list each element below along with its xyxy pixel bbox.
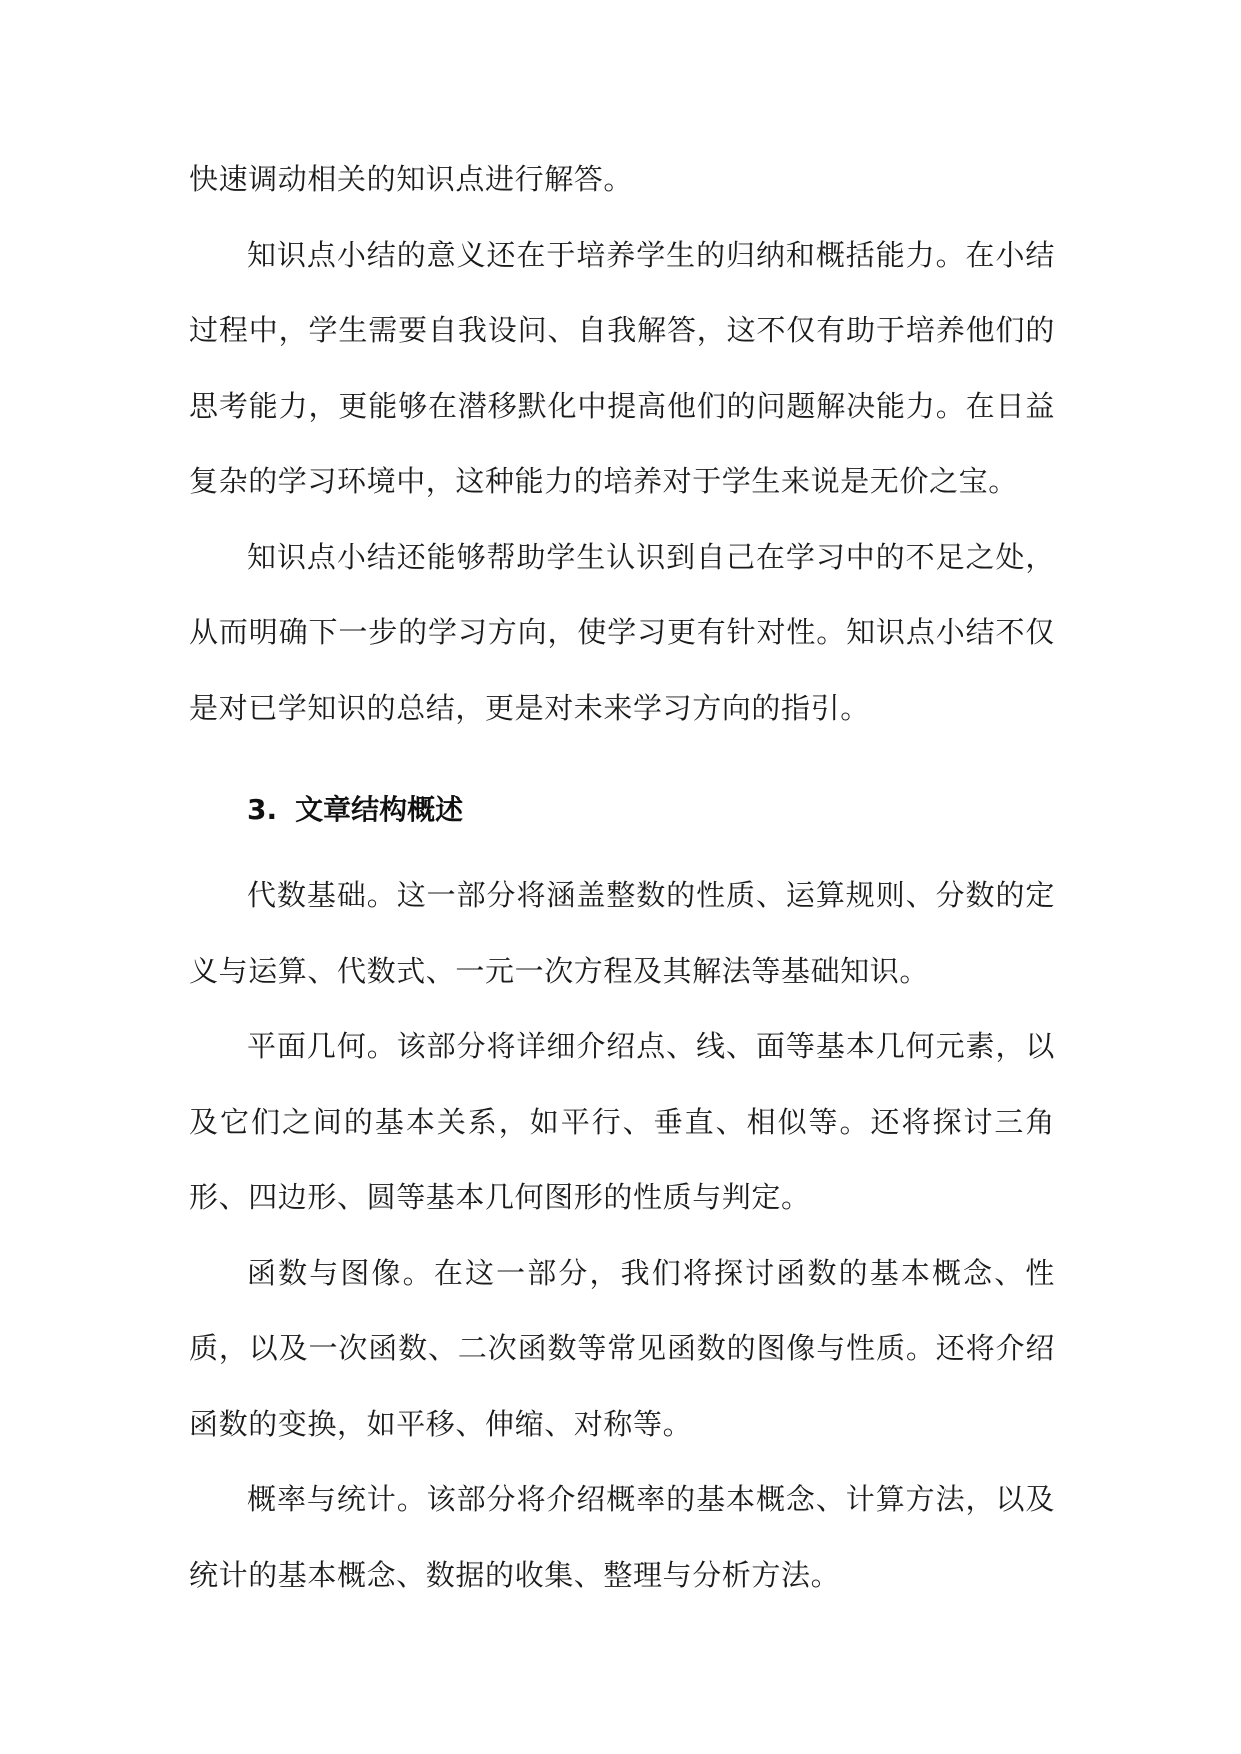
paragraph-algebra: 代数基础。这一部分将涵盖整数的性质、运算规则、分数的定义与运算、代数式、一元一次方程及其解法等基础知识。 bbox=[189, 878, 1055, 988]
paragraph-summary-significance: 知识点小结的意义还在于培养学生的归纳和概括能力。在小结过程中，学生需要自我设问、自我解答，这不仅有助于培养他们的思考能力，更能够在潜移默化中提高他们的问题解决能力。在日益复杂的学习环境中，这种能力的培养对于学生来说是无价之宝。 bbox=[189, 237, 1055, 498]
section-heading bbox=[189, 775, 1055, 858]
section-number: 3. bbox=[247, 793, 278, 826]
section-title: 文章结构概述 bbox=[295, 793, 464, 826]
paragraph-geometry: 平面几何。该部分将详细介绍点、线、面等基本几何元素，以及它们之间的基本关系，如平行、垂直、相似等。还将探讨三角形、四边形、圆等基本几何图形的性质与判定。 bbox=[189, 1029, 1055, 1214]
paragraph-continuation: 快速调动相关的知识点进行解答。 bbox=[189, 162, 634, 196]
paragraph-summary-weakness: 知识点小结还能够帮助学生认识到自己在学习中的不足之处，从而明确下一步的学习方向，使学习更有针对性。知识点小结不仅是对已学知识的总结，更是对未来学习方向的指引。 bbox=[189, 539, 1055, 725]
paragraph-functions: 函数与图像。在这一部分，我们将探讨函数的基本概念、性质，以及一次函数、二次函数等常见函数的图像与性质。还将介绍函数的变换，如平移、伸缩、对称等。 bbox=[189, 1255, 1055, 1441]
paragraph-probability: 概率与统计。该部分将介绍概率的基本概念、计算方法，以及统计的基本概念、数据的收集、整理与分析方法。 bbox=[189, 1482, 1055, 1592]
document-body bbox=[189, 142, 1055, 1613]
